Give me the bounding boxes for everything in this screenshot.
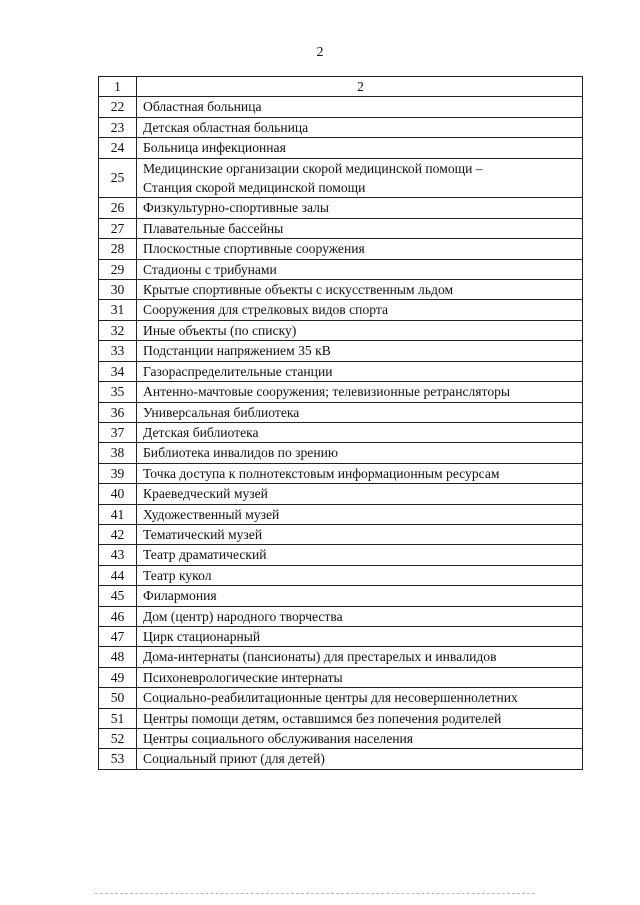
row-number-cell: 47 [99, 626, 137, 646]
row-number-cell: 51 [99, 708, 137, 728]
row-number-cell: 25 [99, 158, 137, 198]
row-name-cell [137, 647, 583, 667]
row-name-cell [137, 606, 583, 626]
row-name-line: Газораспределительные станции [143, 363, 333, 379]
row-name-line: Филармония [143, 588, 217, 604]
row-name-cell [137, 524, 583, 544]
row-name-cell [137, 463, 583, 483]
row-name-cell [137, 708, 583, 728]
row-number-cell: 39 [99, 463, 137, 483]
row-name-line: Точка доступа к полнотекстовым информационным ресурсам [143, 465, 500, 481]
row-number-cell: 35 [99, 382, 137, 402]
table-row [99, 626, 583, 646]
row-name-cell [137, 300, 583, 320]
row-name-line: Стадионы с трибунами [143, 261, 277, 277]
table-row [99, 239, 583, 259]
row-number-cell: 24 [99, 138, 137, 158]
row-number-cell: 38 [99, 443, 137, 463]
row-name-line: Подстанции напряжением 35 кВ [143, 343, 331, 359]
table-row [99, 259, 583, 279]
row-name-line: Плавательные бассейны [143, 220, 284, 236]
table-row [99, 443, 583, 463]
row-name-line: Центры помощи детям, оставшимся без попечения родителей [143, 710, 502, 726]
row-name-cell [137, 545, 583, 565]
row-number-cell: 36 [99, 402, 137, 422]
row-name-cell [137, 361, 583, 381]
row-number-cell: 31 [99, 300, 137, 320]
row-name-cell [137, 443, 583, 463]
table-row [99, 667, 583, 687]
row-number-cell: 52 [99, 729, 137, 749]
table-row [99, 97, 583, 117]
table-row [99, 402, 583, 422]
row-number-cell: 32 [99, 320, 137, 340]
row-name-line: Библиотека инвалидов по зрению [143, 445, 339, 461]
row-name-line: Станция скорой медицинской помощи [143, 180, 366, 196]
table-row [99, 463, 583, 483]
row-name-line: Медицинские организации скорой медицинской помощи – [143, 160, 483, 176]
table-row [99, 729, 583, 749]
table-header-row [99, 77, 583, 97]
row-number-cell: 49 [99, 667, 137, 687]
row-number-cell: 33 [99, 341, 137, 361]
table-row [99, 382, 583, 402]
row-name-line: Тематический музей [143, 526, 263, 542]
table-row [99, 545, 583, 565]
header-cell-name: 2 [137, 77, 583, 97]
row-name-line: Универсальная библиотека [143, 404, 300, 420]
table-row [99, 586, 583, 606]
row-name-line: Больница инфекционная [143, 140, 286, 156]
table-row [99, 504, 583, 524]
table-row [99, 280, 583, 300]
row-number-cell: 53 [99, 749, 137, 769]
row-name-cell [137, 239, 583, 259]
row-name-line: Дом (центр) народного творчества [143, 608, 343, 624]
row-number-cell: 46 [99, 606, 137, 626]
row-name-cell [137, 158, 583, 198]
row-number-cell: 48 [99, 647, 137, 667]
row-name-line: Социальный приют (для детей) [143, 751, 325, 767]
table-row [99, 565, 583, 585]
row-name-cell [137, 667, 583, 687]
row-name-line: Художественный музей [143, 506, 280, 522]
row-name-cell [137, 484, 583, 504]
table-row [99, 117, 583, 137]
table-row [99, 688, 583, 708]
table-row [99, 158, 583, 198]
table-row [99, 708, 583, 728]
table-row [99, 484, 583, 504]
row-number-cell: 34 [99, 361, 137, 381]
table-row [99, 300, 583, 320]
row-number-cell: 29 [99, 259, 137, 279]
row-name-cell [137, 729, 583, 749]
row-name-line: Театр кукол [143, 567, 212, 583]
row-number-cell: 50 [99, 688, 137, 708]
row-name-cell [137, 320, 583, 340]
row-number-cell: 45 [99, 586, 137, 606]
table-row [99, 341, 583, 361]
table-row [99, 647, 583, 667]
row-name-cell [137, 382, 583, 402]
row-name-line: Крытые спортивные объекты с искусственным льдом [143, 282, 454, 298]
row-name-line: Сооружения для стрелковых видов спорта [143, 302, 388, 318]
row-name-line: Социально-реабилитационные центры для несовершеннолетних [143, 690, 518, 706]
row-name-line: Плоскостные спортивные сооружения [143, 241, 365, 257]
row-name-line: Областная больница [143, 99, 262, 115]
row-number-cell: 43 [99, 545, 137, 565]
row-number-cell: 26 [99, 198, 137, 218]
row-name-cell [137, 198, 583, 218]
table-row [99, 218, 583, 238]
table-row [99, 749, 583, 769]
table-row [99, 422, 583, 442]
row-number-cell: 27 [99, 218, 137, 238]
table-row [99, 361, 583, 381]
row-name-cell [137, 218, 583, 238]
row-name-line: Детская областная больница [143, 119, 309, 135]
row-number-cell: 37 [99, 422, 137, 442]
row-name-cell [137, 688, 583, 708]
row-name-cell [137, 341, 583, 361]
header-cell-number: 1 [99, 77, 137, 97]
row-number-cell: 22 [99, 97, 137, 117]
row-name-cell [137, 586, 583, 606]
row-name-line: Театр драматический [143, 547, 267, 563]
row-name-line: Детская библиотека [143, 424, 259, 440]
row-name-cell [137, 138, 583, 158]
row-number-cell: 41 [99, 504, 137, 524]
row-number-cell: 44 [99, 565, 137, 585]
footer-divider [95, 893, 535, 894]
row-name-line: Иные объекты (по списку) [143, 322, 297, 338]
row-name-cell [137, 402, 583, 422]
row-name-line: Физкультурно-спортивные залы [143, 200, 330, 216]
row-name-cell [137, 117, 583, 137]
row-number-cell: 30 [99, 280, 137, 300]
table-row [99, 138, 583, 158]
row-number-cell: 23 [99, 117, 137, 137]
row-number-cell: 28 [99, 239, 137, 259]
row-name-cell [137, 749, 583, 769]
row-number-cell: 42 [99, 524, 137, 544]
row-name-cell [137, 259, 583, 279]
table-row [99, 606, 583, 626]
row-name-line: Краеведческий музей [143, 486, 268, 502]
table-row [99, 198, 583, 218]
row-name-cell [137, 422, 583, 442]
row-name-cell [137, 97, 583, 117]
table-body [99, 77, 583, 770]
row-name-line: Психоневрологические интернаты [143, 669, 343, 685]
row-name-cell [137, 504, 583, 524]
table-row [99, 524, 583, 544]
page-number: 2 [316, 45, 324, 60]
facilities-table [98, 76, 583, 770]
row-name-line: Дома-интернаты (пансионаты) для престарелых и инвалидов [143, 649, 497, 665]
row-name-cell [137, 565, 583, 585]
row-name-line: Цирк стационарный [143, 628, 261, 644]
row-number-cell: 40 [99, 484, 137, 504]
row-name-cell [137, 626, 583, 646]
row-name-line: Антенно-мачтовые сооружения; телевизионные ретрансляторы [143, 384, 511, 400]
row-name-cell [137, 280, 583, 300]
table-row [99, 320, 583, 340]
row-name-line: Центры социального обслуживания населения [143, 731, 414, 746]
